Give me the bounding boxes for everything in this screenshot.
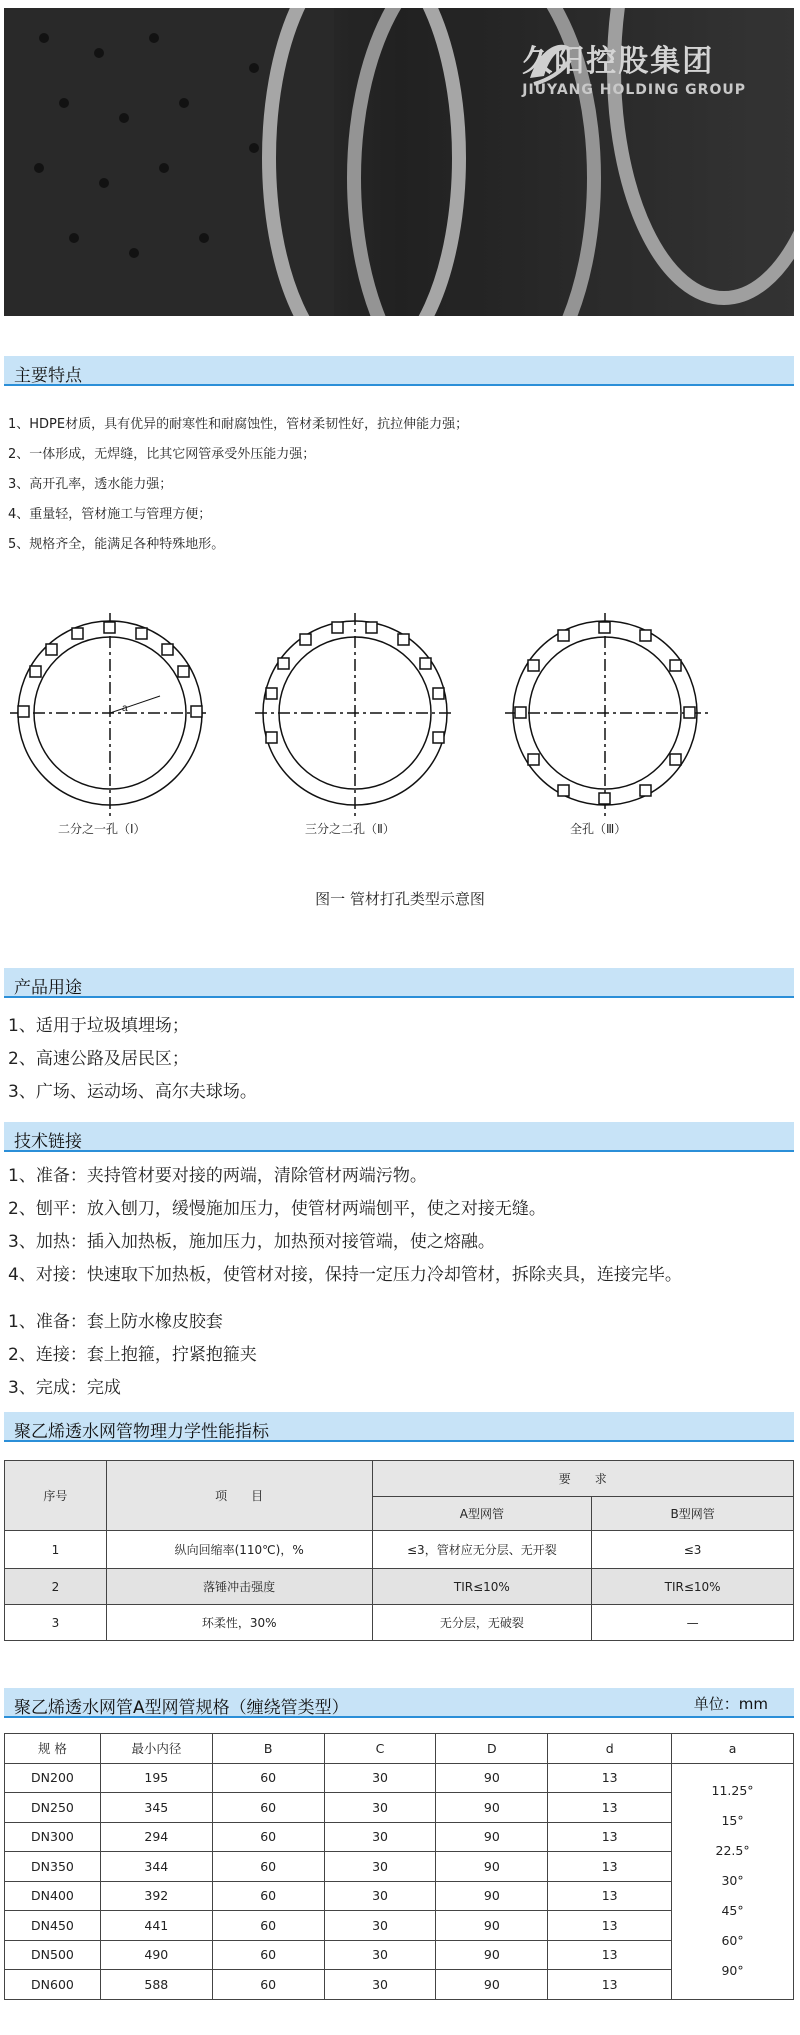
cell: 13 <box>548 1793 672 1823</box>
cell: 60 <box>212 1911 324 1941</box>
angle-value: 60° <box>721 1933 744 1948</box>
list-item: 5、规格齐全，能满足各种特殊地形。 <box>8 537 225 552</box>
cell: 13 <box>548 1852 672 1882</box>
table-row <box>5 1763 794 1793</box>
section-title: 聚乙烯透水网管A型网管规格（缠绕管类型） <box>14 1698 349 1718</box>
cell: 294 <box>100 1822 212 1852</box>
cell: 90 <box>436 1763 548 1793</box>
cell: DN450 <box>5 1911 101 1941</box>
cell: DN400 <box>5 1881 101 1911</box>
section-title: 主要特点 <box>14 366 82 386</box>
unit-label: 单位：mm <box>693 1695 768 1713</box>
list-item: 3、完成：完成 <box>8 1378 121 1398</box>
cell: DN300 <box>5 1822 101 1852</box>
cell-a: ≤3，管材应无分层、无开裂 <box>372 1531 592 1569</box>
cell-b: TIR≤10% <box>592 1569 794 1605</box>
list-item: 3、广场、运动场、高尔夫球场。 <box>8 1082 257 1102</box>
angle-value: 90° <box>721 1963 744 1978</box>
header-cell: a <box>672 1734 794 1764</box>
logo-chinese-name: 久阳控股集团 <box>522 44 715 79</box>
cell: 30 <box>324 1763 436 1793</box>
header-requirement: 要 求 <box>372 1461 794 1497</box>
list-item: 1、准备：套上防水橡皮胶套 <box>8 1312 223 1332</box>
header-cell: 规 格 <box>5 1734 101 1764</box>
cell-item: 环柔性，30% <box>106 1605 372 1641</box>
cell: 30 <box>324 1911 436 1941</box>
cell: 344 <box>100 1852 212 1882</box>
cell: 60 <box>212 1881 324 1911</box>
cell: DN200 <box>5 1763 101 1793</box>
section-header-features <box>4 356 794 386</box>
section-title: 技术链接 <box>14 1132 82 1152</box>
properties-table <box>4 1460 794 1641</box>
cell: 392 <box>100 1881 212 1911</box>
cell: 588 <box>100 1970 212 2000</box>
cell: 90 <box>436 1881 548 1911</box>
list-item: 2、连接：套上抱箍，拧紧抱箍夹 <box>8 1345 257 1365</box>
pipe-full-hole <box>505 613 710 818</box>
cell: 13 <box>548 1970 672 2000</box>
tech-steps-list <box>8 1160 682 1292</box>
caption-full-hole: 全孔（Ⅲ） <box>570 822 627 836</box>
header-cell: C <box>324 1734 436 1764</box>
cell: DN350 <box>5 1852 101 1882</box>
angle-value: 11.25° <box>711 1783 754 1798</box>
list-item: 1、准备：夹持管材要对接的两端，清除管材两端污物。 <box>8 1166 427 1186</box>
angles-cell <box>672 1763 794 1999</box>
cell-b: — <box>592 1605 794 1641</box>
cell: 60 <box>212 1822 324 1852</box>
list-item: 1、HDPE材质，具有优异的耐寒性和耐腐蚀性，管材柔韧性好，抗拉伸能力强； <box>8 417 469 432</box>
header-type-a: A型网管 <box>372 1497 592 1531</box>
cell: 90 <box>436 1793 548 1823</box>
list-item: 2、一体形成，无焊缝，比其它网管承受外压能力强； <box>8 447 316 462</box>
list-item: 4、重量轻，管材施工与管理方便； <box>8 507 212 522</box>
cell-a: TIR≤10% <box>372 1569 592 1605</box>
angle-value: 45° <box>721 1903 744 1918</box>
angle-value: 22.5° <box>715 1843 750 1858</box>
cell: 13 <box>548 1822 672 1852</box>
cell: 30 <box>324 1822 436 1852</box>
section-header-tech <box>4 1122 794 1152</box>
list-item: 1、适用于垃圾填埋场； <box>8 1016 189 1036</box>
cell: 345 <box>100 1793 212 1823</box>
cell: 60 <box>212 1970 324 2000</box>
cell: 90 <box>436 1822 548 1852</box>
cell: 60 <box>212 1852 324 1882</box>
cell: 90 <box>436 1852 548 1882</box>
hero-pipe-photo <box>4 8 794 316</box>
specs-table <box>4 1733 794 2000</box>
cell-b: ≤3 <box>592 1531 794 1569</box>
cell: DN250 <box>5 1793 101 1823</box>
cell: 490 <box>100 1940 212 1970</box>
cell: 90 <box>436 1911 548 1941</box>
figure-title: 图一 管材打孔类型示意图 <box>315 890 485 908</box>
cell-item: 纵向回缩率(110℃)，% <box>106 1531 372 1569</box>
cell-no: 1 <box>5 1531 107 1569</box>
logo-english-name: JIUYANG HOLDING GROUP <box>522 82 746 98</box>
caption-half-hole: 二分之一孔（Ⅰ） <box>58 822 146 836</box>
pipe-half-hole <box>10 613 210 818</box>
cell: 195 <box>100 1763 212 1793</box>
table-header-row <box>5 1734 794 1764</box>
section-header-usage <box>4 968 794 998</box>
section-header-properties <box>4 1412 794 1442</box>
cell: 30 <box>324 1793 436 1823</box>
caption-two-thirds-hole: 三分之二孔（Ⅱ） <box>305 822 395 836</box>
list-item: 4、对接：快速取下加热板，使管材对接，保持一定压力冷却管材，拆除夹具，连接完毕。 <box>8 1265 682 1285</box>
cell: 90 <box>436 1940 548 1970</box>
cell: 60 <box>212 1793 324 1823</box>
cell: 30 <box>324 1852 436 1882</box>
company-logo <box>522 36 746 98</box>
angle-value: 30° <box>721 1873 744 1888</box>
cell: 60 <box>212 1940 324 1970</box>
list-item: 3、高开孔率，透水能力强； <box>8 477 173 492</box>
cell-a: 无分层，无破裂 <box>372 1605 592 1641</box>
perforation-diagram <box>0 608 800 838</box>
list-item: 2、刨平：放入刨刀，缓慢施加压力，使管材两端刨平，使之对接无缝。 <box>8 1199 546 1219</box>
angle-value: 15° <box>721 1813 744 1828</box>
header-no: 序号 <box>5 1461 107 1531</box>
section-header-specs <box>4 1688 794 1718</box>
table-row <box>5 1531 794 1569</box>
header-cell: d <box>548 1734 672 1764</box>
angle-label: a <box>122 703 128 714</box>
header-item: 项 目 <box>106 1461 372 1531</box>
header-type-b: B型网管 <box>592 1497 794 1531</box>
cell: 60 <box>212 1763 324 1793</box>
logo-mark-icon <box>522 36 578 92</box>
cell: 13 <box>548 1763 672 1793</box>
list-item: 3、加热：插入加热板，施加压力，加热预对接管端，使之熔融。 <box>8 1232 495 1252</box>
cell: 30 <box>324 1970 436 2000</box>
pipe-two-thirds-hole <box>255 613 455 818</box>
cell-item: 落锤冲击强度 <box>106 1569 372 1605</box>
table-row <box>5 1605 794 1641</box>
list-item: 2、高速公路及居民区； <box>8 1049 189 1069</box>
cell: 30 <box>324 1940 436 1970</box>
tech-connection-list <box>8 1306 257 1405</box>
features-list <box>8 410 468 560</box>
cell: DN500 <box>5 1940 101 1970</box>
section-title: 产品用途 <box>14 978 82 998</box>
cell: 90 <box>436 1970 548 2000</box>
header-cell: B <box>212 1734 324 1764</box>
table-row <box>5 1569 794 1605</box>
cell: 441 <box>100 1911 212 1941</box>
header-cell: D <box>436 1734 548 1764</box>
section-title: 聚乙烯透水网管物理力学性能指标 <box>14 1422 269 1442</box>
cell-no: 3 <box>5 1605 107 1641</box>
cell-no: 2 <box>5 1569 107 1605</box>
cell: 30 <box>324 1881 436 1911</box>
header-cell: 最小内径 <box>100 1734 212 1764</box>
cell: 13 <box>548 1940 672 1970</box>
cell: DN600 <box>5 1970 101 2000</box>
cell: 13 <box>548 1911 672 1941</box>
cell: 13 <box>548 1881 672 1911</box>
usage-list <box>8 1010 257 1109</box>
